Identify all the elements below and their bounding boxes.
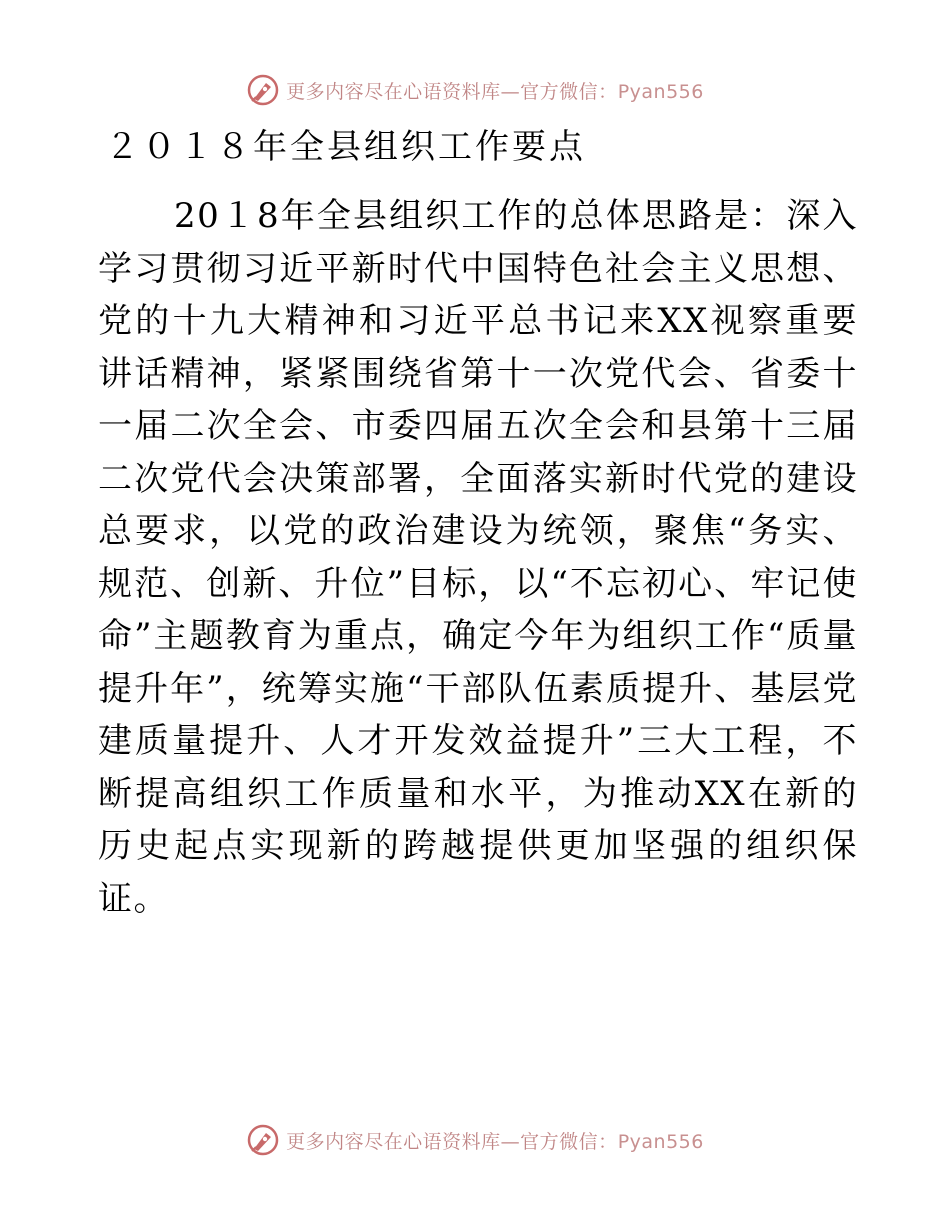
watermark-text: 更多内容尽在心语资料库—官方微信：Pyan556 — [286, 80, 704, 103]
document-title: ２０１８年全县组织工作要点 — [105, 127, 586, 167]
footer-watermark — [0, 1120, 950, 1160]
header-watermark — [0, 70, 950, 110]
document-body-paragraph: 20１8年全县组织工作的总体思路是：深入学习贯彻习近平新时代中国特色社会主义思想、党的十九大精神和习近平总书记来XX视察重要讲话精神，紧紧围绕省第十一次党代会、省委十一届二次全会、市委四届五次全会和县第十三届二次党代会决策部署，全面落实新时代党的建设总要求，以党的政治建设为统领，聚焦“务实、规范、创新、升位”目标，以“不忘初心、牢记使命”主题教育为重点，确定今年为组织工作“质量提升年”，统筹实施“干部队伍素质提升、基层党建质量提升、人才开发效益提升”三大工程，不断提高组织工作质量和水平，为推动XX在新的历史起点实现新的跨越提供更加坚强的组织保证。 — [98, 196, 858, 919]
pen-nib-logo-icon — [246, 1123, 280, 1157]
watermark-text: 更多内容尽在心语资料库—官方微信：Pyan556 — [286, 1130, 704, 1153]
pen-nib-logo-icon — [246, 73, 280, 107]
